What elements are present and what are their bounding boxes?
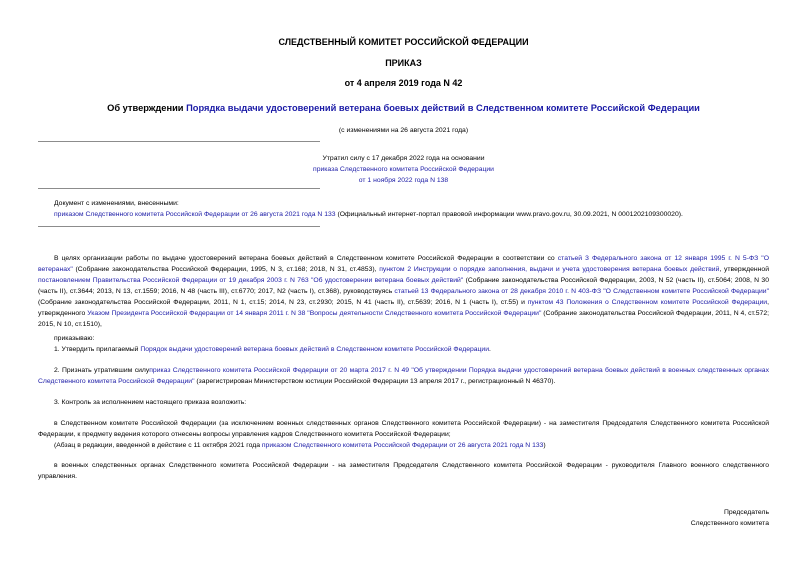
item-1-text: 1. Утвердить прилагаемый xyxy=(54,346,141,353)
item-2 xyxy=(38,365,769,387)
preamble-text: , утвержденного xyxy=(38,299,769,317)
doc-type: ПРИКАЗ xyxy=(385,58,422,68)
divider-middle xyxy=(38,188,320,189)
item-2-link[interactable]: приказ Следственного комитета Российской Федерации от 20 марта 2017 г. N 49 "Об утверждении Порядка выдачи удостоверений ветерана боевых действий в военных следственных органах Следственного комитета Российской Федерации" xyxy=(38,367,769,385)
preamble-text: (Собрание законодательства Российской Федерации, 1995, N 3, ст.168; 2018, N 31, ст.4853), xyxy=(72,266,380,273)
item-3a-note xyxy=(54,440,769,451)
signature-line-2: Следственного комитета xyxy=(690,520,769,527)
preamble-text: В целях организации работы по выдаче удостоверений ветерана боевых действий в Следственном комитете Российской Федерации в соответствии со xyxy=(54,255,558,262)
preamble-text: (Собрание законодательства Российской Федерации, 2011, N 4, ст.572; 2015, N 10, ст.1510), xyxy=(38,310,769,328)
item-2-text: (зарегистрирован Министерством юстиции Российской Федерации 13 апреля 2017 г., регистрационный N 46370). xyxy=(194,378,556,385)
preamble-text: (Собрание законодательства Российской Федерации, 2003, N 52 (часть II), ст.5064; 2008, N 30 (часть II), ст.3644; 2013, N 13, ст.1559; 2016, N 48 (часть III), ст.6770; 2017, N2 (часть I), ст.368), руководствуясь xyxy=(38,277,769,295)
signature-line-1: Председатель xyxy=(724,509,769,516)
repeal-link-1[interactable]: приказа Следственного комитета Российской Федерации xyxy=(313,166,494,173)
changes-link[interactable]: приказом Следственного комитета Российской Федерации от 26 августа 2021 года N 133 xyxy=(54,211,336,218)
signature xyxy=(691,507,769,529)
link-government-decree[interactable]: постановлением Правительства Российской Федерации от 19 декабря 2003 г. N 763 "Об удостоверении ветерана боевых действий" xyxy=(38,277,464,284)
link-law-veterans[interactable]: статьей 3 Федерального закона от 12 января 1995 г. N 5-ФЗ "О ветеранах" xyxy=(38,255,770,273)
title-link[interactable]: Порядка выдачи удостоверений ветерана боевых действий в Следственном комитете Российской Федерации xyxy=(186,103,700,113)
repeal-text: Утратил силу с 17 декабря 2022 года на основании xyxy=(322,155,485,162)
divider-top xyxy=(38,141,320,142)
link-law-investigative-committee[interactable]: статьей 13 Федерального закона от 28 декабря 2010 г. N 403-ФЗ "О Следственном комитете Российской Федерации" xyxy=(394,288,769,295)
title-prefix: Об утверждении xyxy=(107,103,187,113)
item-3a: в Следственном комитете Российской Федерации (за исключением военных следственных органов Следственного комитета Российской Федерации) - на заместителя Председателя Следственного комитета Российской Федерации, к предмету ведения которого отнесены вопросы управления кадров Следственного комитета Российской Федерации; xyxy=(38,420,769,438)
item-3b: в военных следственных органах Следственного комитета Российской Федерации - на заместителя Председателя Следственного комитета Российской Федерации - руководителя Главного военного следственного управления. xyxy=(38,462,769,480)
item-1-text: . xyxy=(489,346,491,353)
item-1-link[interactable]: Порядок выдачи удостоверений ветерана боевых действий в Следственном комитете Российской Федерации xyxy=(140,346,490,353)
item-3a-note-text: (Абзац в редакции, введенной в действие с 11 октября 2021 года xyxy=(54,442,262,449)
link-presidential-decree[interactable]: Указом Президента Российской Федерации от 14 января 2011 г. N 38 "Вопросы деятельности Следственного комитета Российской Федерации" xyxy=(87,310,542,317)
repeal-link-2[interactable]: от 1 ноября 2022 года N 138 xyxy=(358,177,449,184)
org-name: СЛЕДСТВЕННЫЙ КОМИТЕТ РОССИЙСКОЙ ФЕДЕРАЦИИ xyxy=(278,37,529,47)
preamble xyxy=(38,253,769,330)
changes-rest: (Официальный интернет-портал правовой информации www.pravo.gov.ru, 30.09.2021, N 0001202109300020). xyxy=(335,211,683,218)
preamble-text: , утвержденной xyxy=(719,266,770,273)
doc-date-number: от 4 апреля 2019 года N 42 xyxy=(344,78,463,88)
changes-intro: Документ с изменениями, внесенными: xyxy=(54,200,179,207)
preamble-text: (Собрание законодательства Российской Федерации, 2011, N 1, ст.15; 2014, N 23, ст.2930; 2015, N 41 (часть II), ст.5639; 2016, N 1 (часть I), ст.55) и xyxy=(38,299,528,306)
divider-bottom xyxy=(38,226,320,227)
link-regulation[interactable]: пунктом 43 Положения о Следственном комитете Российской Федерации xyxy=(527,299,768,306)
order-word: приказываю: xyxy=(54,335,95,342)
item-2-text: 2. Признать утратившим силу xyxy=(54,367,150,374)
item-3a-note-link[interactable]: приказом Следственного комитета Российской Федерации от 26 августа 2021 года N 133 xyxy=(261,442,544,449)
item-1 xyxy=(54,344,769,355)
item-3: 3. Контроль за исполнением настоящего приказа возложить: xyxy=(54,399,247,406)
changes-note: (с изменениями на 26 августа 2021 года) xyxy=(338,127,469,134)
repeal-block xyxy=(0,153,807,186)
item-3a-note-text: ) xyxy=(543,442,546,449)
changes-doc xyxy=(54,198,774,220)
link-instruction[interactable]: пунктом 2 Инструкции о порядке заполнения, выдачи и учета удостоверения ветерана боевых действий xyxy=(379,266,720,273)
doc-title xyxy=(0,103,807,113)
